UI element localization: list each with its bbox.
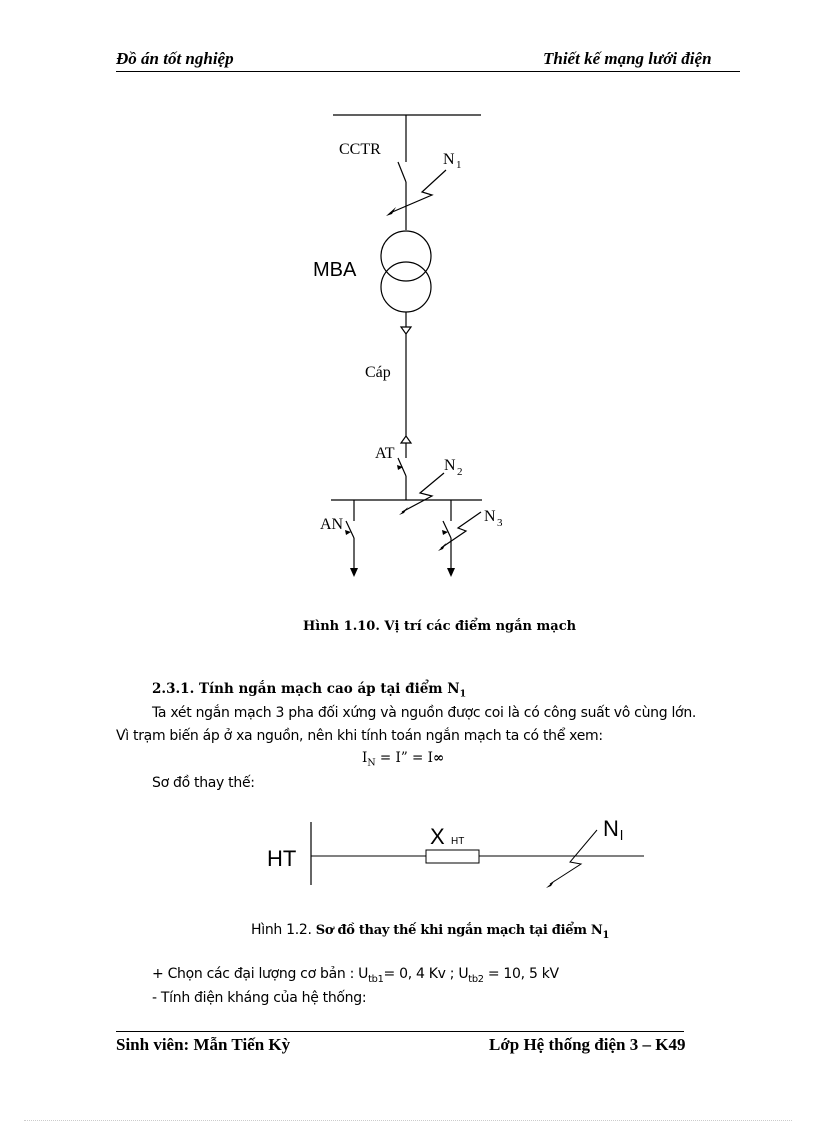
replacement-diagram-label: Sơ đồ thay thế: [152,775,255,791]
replacement-diagram [0,800,816,900]
right-feeder-switch [443,521,451,538]
footer-right: Lớp Hệ thống điện 3 – K49 [489,1035,686,1054]
xht-resistor [426,850,479,863]
cctr-switch [398,162,406,182]
bullet-base-values: + Chọn các đại lượng cơ bản : $U_{tb1}= 0$, 4 Kv ; $U_{tb2} = 10$, 5 kV [152,966,559,985]
cable-arrow-bottom [401,436,411,443]
n2-fault-arrow [402,473,444,512]
ht-label: HT [267,846,297,871]
page-edge [24,1120,792,1121]
cable-arrow-top [401,327,411,334]
n3-sub-label: 3 [497,517,503,529]
n2-sub-label: 2 [457,466,463,478]
xht-sub-label: HT [451,836,465,847]
transformer-winding-1 [381,231,431,281]
n-sub-label: l [620,827,624,843]
an-switch [346,521,354,538]
formula-line: $I_N = I$” = I∞ [362,750,445,769]
n-label: N [603,816,619,841]
bullet-system-reactance: - Tính điện kháng của hệ thống: [152,990,367,1006]
an-label: AN [320,516,344,533]
footer-rule [116,1031,684,1032]
figure1-caption: Hình 1.10. Vị trí các điểm ngắn mạch [303,619,577,634]
header-right: Thiết kế mạng lưới điện [543,49,712,68]
cctr-label: CCTR [339,141,381,158]
section-heading: 2.3.1. Tính ngắn mạch cao áp tại điểm $N_1$ [152,681,467,700]
an-load-arrow [350,568,358,577]
paragraph-line-2: Vì trạm biến áp ở xa nguồn, nên khi tính toán ngắn mạch ta có thể xem: [116,728,603,744]
transformer-winding-2 [381,262,431,312]
footer-left: Sinh viên: Mẫn Tiến Kỳ [116,1035,291,1054]
n1-label: N [443,151,455,168]
cap-label: Cáp [365,364,391,381]
paragraph-line-1: Ta xét ngắn mạch 3 pha đối xứng và nguồn được coi là có công suất vô cùng lớn. [152,705,697,721]
figure2-caption: Hình 1.2. Sơ đồ thay thế khi ngắn mạch tại điểm $N_1$ [251,922,609,941]
right-load-arrow [447,568,455,577]
at-label: AT [375,445,395,462]
n-fault-arrow [550,830,597,884]
mba-label: MBA [313,259,357,281]
n3-label: N [484,508,496,525]
n1-sub-label: 1 [456,159,462,171]
xht-label: X [430,824,445,849]
n1-fault-arrow [390,170,446,213]
n2-label: N [444,457,456,474]
header-left: Đồ án tốt nghiệp [116,49,234,68]
